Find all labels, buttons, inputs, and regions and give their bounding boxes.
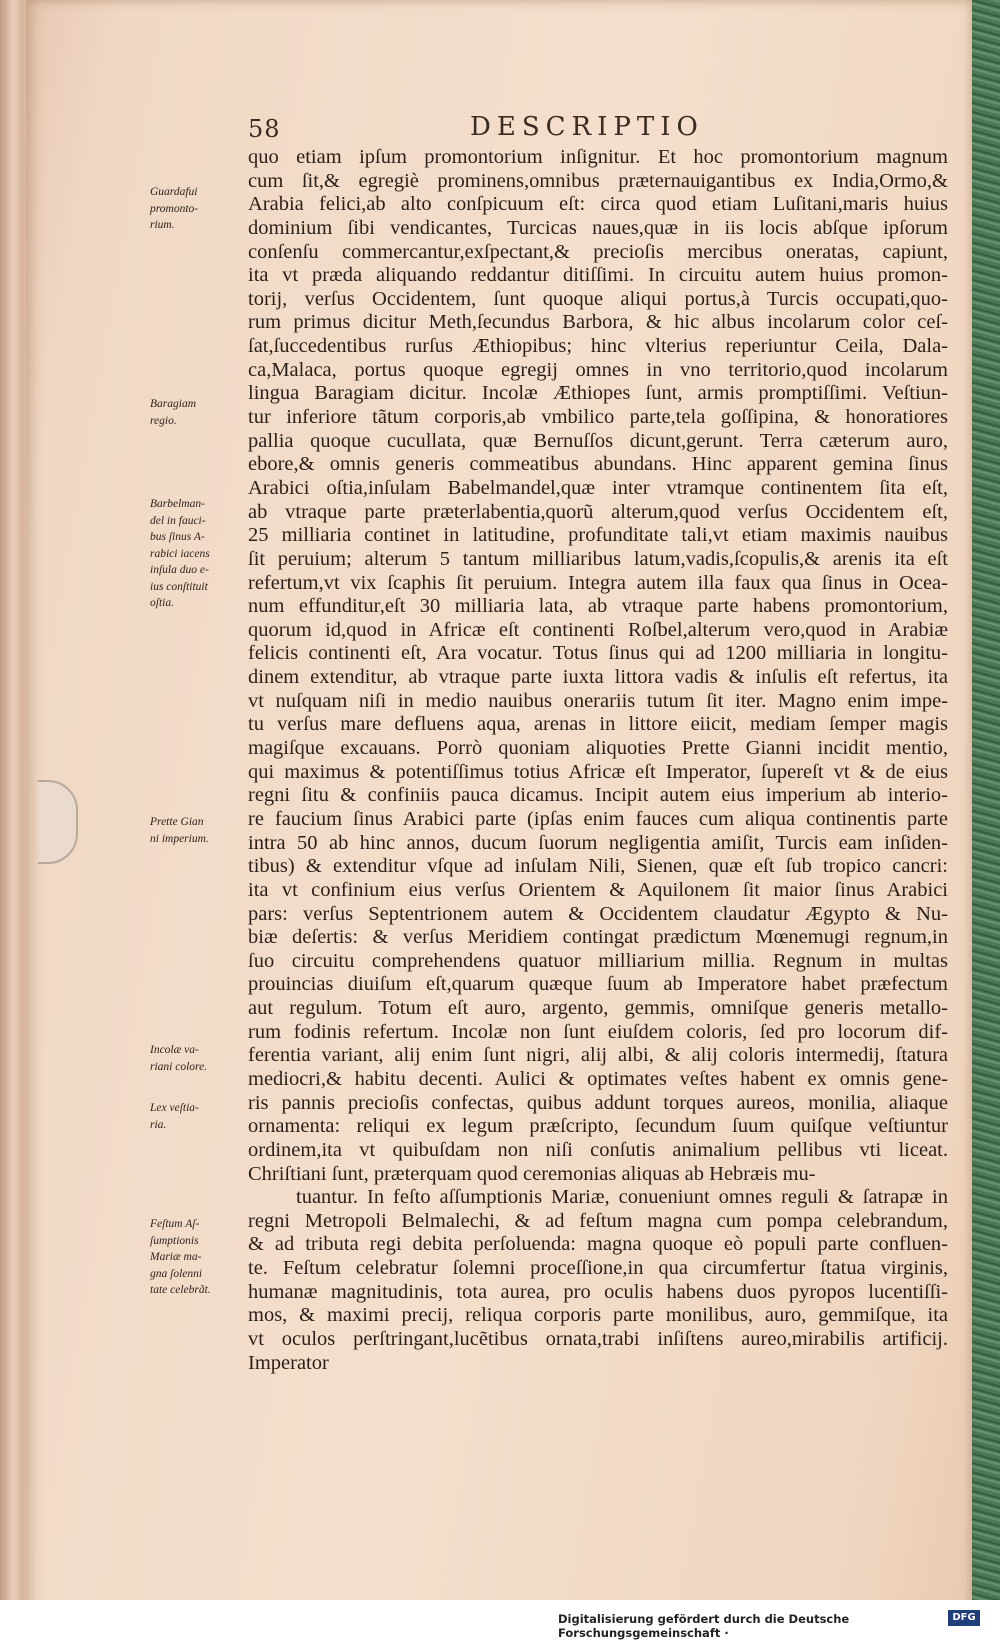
text-line: dinem extenditur, ab vtraque parte iuxta littora vadis & inſulis eſt refertus, ita <box>248 666 948 689</box>
text-line: ordinem,ita vt quibuſdam non niſi conſutis animalium pellibus vti liceat. <box>248 1138 948 1161</box>
text-line: re faucium ſinus Arabici parte (ipſas enim fauces cum aliqua continentis parte <box>248 807 948 830</box>
text-line: Arabici oſtia,inſulam Babelmandel,quæ inter vtramque continentem ſita eſt, <box>248 476 948 499</box>
running-title: DESCRIPTIO <box>470 112 704 142</box>
text-line: ſit peruium; alterum 5 tantum milliaribus latum,vadis,ſcopulis,& arenis ita eſt <box>248 547 948 570</box>
text-line: ab vtraque parte præterlabentia,quorũ alterum,quod verſus Occidentem eſt, <box>248 500 948 523</box>
text-line: felicis continenti eſt, Ara vocatur. Totus ſinus qui ad 1200 milliaria in longitu- <box>248 642 948 665</box>
text-line: ferentia variant, alij enim ſunt nigri, alij albi, & alij coloris intermedij, ſtatura <box>248 1044 948 1067</box>
note-line: rium. <box>150 219 175 231</box>
text-line: quorum id,quod in Africæ eſt continenti Roſbel,alterum vero,quod in Arabiæ <box>248 618 948 641</box>
text-line: biæ deſertis: & verſus Meridiem contingat prædictum Mœnemugi regnum,in <box>248 926 948 949</box>
text-line: pallia quoque cucullata, quæ Bernuſſos dicunt,gerunt. Terra cæterum auro, <box>248 429 948 452</box>
text-line: cum ſit,& egregiè prominens,omnibus præternauigantibus ex India,Ormo,& <box>248 169 948 192</box>
text-line: Chriſtiani ſunt, præterquam quod ceremonias aliquas ab Hebræis mu- <box>248 1162 816 1185</box>
text-line: prouincias diuiſum eſt,quarum quæque ſuum ab Imperatore habet præfectum <box>248 973 948 996</box>
text-line: tuantur. In feſto aſſumptionis Mariæ, conueniunt omnes reguli & ſatrapæ in <box>296 1186 948 1209</box>
text-line: regni ſitu & confiniis pauca dicamus. Incipit autem eius imperium ab interio- <box>248 784 948 807</box>
note-line: oſtia. <box>150 597 174 609</box>
text-line: ita vt præda aliquando reddantur ditiſſimi. In circuitu autem huius promon- <box>248 264 948 287</box>
note-line: Incolæ va- <box>150 1044 199 1056</box>
text-line: & ad tributa regi debita perſoluenda: magna quoque eò populi parte confluen- <box>248 1233 948 1256</box>
note-line: ius conſtituit <box>150 580 208 593</box>
text-line: conſenſu commercantur,exſpectant,& precioſis mercibus oneratas, capiunt, <box>248 240 948 263</box>
note-line: rabici iacens <box>150 547 210 560</box>
marginal-note-prette-gianni <box>150 814 242 847</box>
text-line: ornamenta: reliqui ex legum præſcripto, ſecundum ſuum quiſque veſtiuntur <box>248 1115 948 1138</box>
text-line: dominium ſibi vendicantes, Turcicas naues,quæ in iis locis abſque ipſorum <box>248 216 948 239</box>
text-line: regni Metropoli Belmalechi, & ad feſtum magna cum pompa celebrandum, <box>248 1209 948 1232</box>
text-line: ſat,ſuccedentibus rurſus Æthiopibus; hinc vlterius reperiuntur Ceila, Dala- <box>248 335 948 358</box>
note-line: tate celebrãt. <box>150 1284 211 1296</box>
marginal-note-lex-vestiaria <box>150 1100 242 1133</box>
note-line: inſula duo e- <box>150 564 209 576</box>
marginal-note-barbelmandel <box>150 496 242 612</box>
note-line: Barbelman- <box>150 498 205 510</box>
note-line: ſumptionis <box>150 1234 199 1247</box>
note-line: del in fauci- <box>150 514 206 527</box>
text-line: mos, & maximi precij, reliqua corporis parte monilibus, auro, gemmiſque, ita <box>248 1304 948 1327</box>
text-line: ebore,& omnis generis commeatibus abundans. Hinc apparent gemina ſinus <box>248 453 948 476</box>
text-line: pars: verſus Septentrionem autem & Occidentem claudatur Ægypto & Nu- <box>248 902 948 925</box>
marbled-cover-edge <box>972 0 1000 1637</box>
funding-credit: Digitalisierung gefördert durch die Deutsche Forschungsgemeinschaft · <box>558 1612 850 1640</box>
note-line: bus ſinus A- <box>150 531 205 543</box>
note-line: promonto- <box>150 202 199 215</box>
text-line: lingua Baragiam dicitur. Incolæ Æthiopes ſunt, armis promptiſſimi. Veſtiun- <box>248 382 948 405</box>
text-line: rum primus dicitur Meth,ſecundus Barbora, & hic albus incolarum color ceſ- <box>248 311 948 334</box>
dfg-logo: DFG <box>948 1610 980 1626</box>
text-line: quo etiam ipſum promontorium inſignitur. Et hoc promontorium magnum <box>248 146 948 168</box>
page-number: 58 <box>248 115 281 143</box>
text-line: qui maximus & potentiſſimus totius Africæ eſt Imperator, ſupereſt vt & de eius <box>248 760 948 783</box>
text-line: vt nuſquam niſi in medio nauibus onerariis tutum ſit iter. Magno enim impe- <box>248 689 948 712</box>
note-line: riani colore. <box>150 1060 208 1073</box>
text-line: vt oculos perſtringant,lucẽtibus ornata,trabi inſiſtens aureo,mirabilis artificij. <box>248 1328 948 1351</box>
text-line: num effunditur,eſt 30 milliaria lata, ab vtraque parte habens promontorium, <box>248 595 948 618</box>
marginal-note-festum <box>150 1216 242 1299</box>
note-line: Lex veſtia- <box>150 1102 199 1114</box>
marginal-note-guardafui <box>150 184 242 234</box>
text-line: ita vt confinium eius verſus Orientem & Aquilonem ſit maior ſinus Arabici <box>248 878 948 901</box>
text-line: intra 50 ab hinc annos, ducum ſuorum negligentia amiſit, Turcis eam inſiden- <box>248 831 948 854</box>
text-line: mediocri,& habitu decenti. Aulici & optimates veſtes habent ex omnis gene- <box>248 1067 948 1090</box>
text-line: Imperator <box>248 1351 329 1374</box>
text-line: 25 milliaria continet in latitudine, profunditate tali,vt etiam maximis nauibus <box>248 524 948 547</box>
marginal-note-baragiam <box>150 396 242 429</box>
note-line: gna ſolenni <box>150 1267 203 1280</box>
text-line: te. Feſtum celebratur ſolemni proceſſione,in qua circumfertur ſtatua virginis, <box>248 1257 948 1280</box>
note-line: Guardafui <box>150 186 198 198</box>
text-line: humanæ magnitudinis, tota aurea, pro oculis habens duos pyropos lucentiſſi- <box>248 1280 948 1303</box>
note-line: ni imperium. <box>150 832 209 845</box>
note-line: regio. <box>150 414 177 427</box>
note-line: Mariæ ma- <box>150 1251 202 1263</box>
note-line: Prette Gian <box>150 816 204 828</box>
marginal-note-incolae <box>150 1042 242 1075</box>
text-line: aut regulum. Totum eſt auro, argento, gemmis, omniſque generis metallo- <box>248 997 948 1020</box>
text-line: ſuo circuitu comprehendens quatuor milliarium millia. Regnum in multas <box>248 949 948 972</box>
paper-clip-mark <box>38 780 78 864</box>
text-line: ca,Malaca, portus quoque egregij omnes in vno territorio,quod incolarum <box>248 358 948 381</box>
text-line: magiſque excauans. Porrò quoniam aliquoties Prette Gianni incidit mentio, <box>248 737 948 760</box>
text-line: tu verſus mare defluens aqua, arenas in littore eiicit, mediam ſemper magis <box>248 713 948 736</box>
text-line: tur inferiore tãtum corporis,ab vmbilico parte,tela goſſipina, & honoratiores <box>248 406 948 429</box>
body-text <box>248 146 948 1399</box>
text-line: rum fodinis refertum. Incolæ non ſunt eiuſdem coloris, ſed pro locorum dif- <box>248 1020 948 1043</box>
note-line: Feſtum Aſ- <box>150 1218 200 1230</box>
note-line: ria. <box>150 1118 167 1131</box>
note-line: Baragiam <box>150 398 196 410</box>
text-line: Arabia felici,ab alto conſpicuum eſt: circa quod etiam Luſitani,maris huius <box>248 193 948 216</box>
text-line: ris pannis precioſis confectas, quibus addunt torques aureos, monilia, aliaque <box>248 1091 948 1114</box>
catchword <box>248 1375 948 1399</box>
text-line: torij, verſus Occidentem, ſunt quoque aliqui portus,à Turcis occupati,quo- <box>248 287 948 310</box>
text-line: tibus) & extenditur vſque ad inſulam Nili, Sienen, quæ eſt ſub tropico cancri: <box>248 855 948 878</box>
text-line: refertum,vt vix ſcaphis ſit peruium. Integra autem illa faux qua ſinus in Ocea- <box>248 571 948 594</box>
